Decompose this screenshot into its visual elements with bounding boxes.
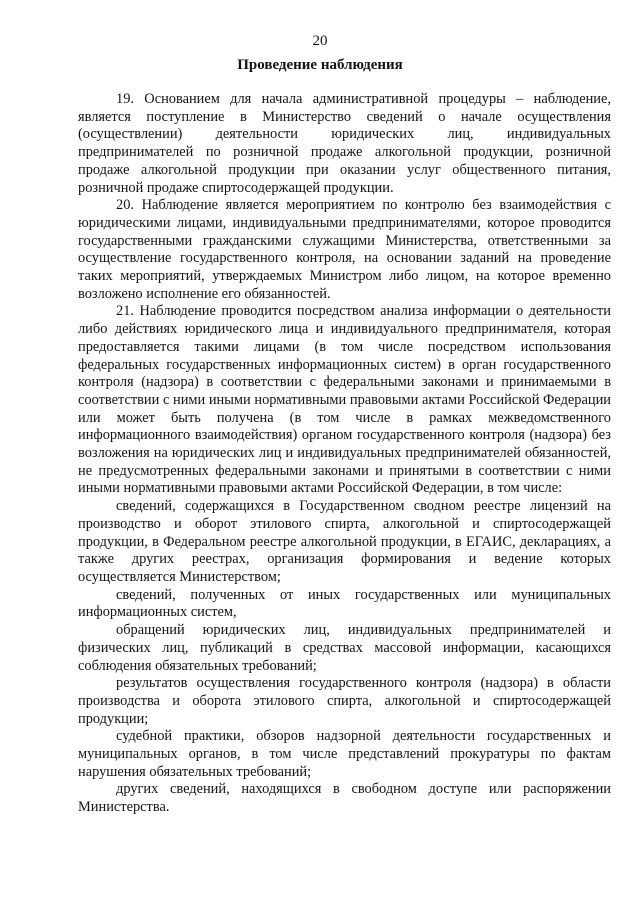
list-item-other-information: других сведений, находящихся в свободном доступе или распоряжении Министерства.	[78, 781, 611, 816]
paragraph-20: 20. Наблюдение является мероприятием по контролю без взаимодействия с юридическими лицами, индивидуальными предпринимателями, которое проводится государственными гражданскими служащими Министерства, ответственными за осуществление государственного контроля, на основании заданий на проведение таких мероприятий, утверждаемых Министром либо лицом, на которое временно возложено исполнение его обязанностей.	[78, 197, 611, 302]
list-item-appeals: обращений юридических лиц, индивидуальных предпринимателей и физических лиц, публикаций в средствах массовой информации, касающихся соблюдения обязательных требований;	[78, 622, 611, 674]
page-number: 20	[312, 33, 328, 49]
list-item-information-systems: сведений, полученных от иных государственных или муниципальных информационных систем,	[78, 586, 611, 621]
list-item-registry-data: сведений, содержащихся в Государственном сводном реестре лицензий на производство и оборот этилового спирта, алкогольной и спиртосодержащей продукции, в Федеральном реестре алкогольной продукции, в ЕГАИС, декларациях, а также других реестрах, организация формирования и ведение которых осуществляется Министерством;	[78, 498, 611, 585]
list-item-control-results: результатов осуществления государственного контроля (надзора) в области производства и оборота этилового спирта, алкогольной и спиртосодержащей продукции;	[78, 675, 611, 727]
paragraph-21: 21. Наблюдение проводится посредством анализа информации о деятельности либо действиях юридического лица и индивидуального предпринимателя, которая предоставляется такими лицами (в том числе посредством использования федеральных государственных информационных систем) в орган государственного контроля (надзора) в соответствии с федеральными законами и принимаемыми в соответствии с ними иными нормативными правовыми актами Российской Федерации или может быть получена (в том числе в рамках межведомственного информационного взаимодействия) органом государственного контроля (надзора) без возложения на юридических лиц и индивидуальных предпринимателей обязанностей, не предусмотренных федеральными законами и принятыми в соответствии с ними иными нормативными правовыми актами Российской Федерации, в том числе:	[78, 303, 611, 497]
list-item-judicial-practice: судебной практики, обзоров надзорной деятельности государственных и муниципальных органов, в том числе представлений прокуратуры по фактам нарушения обязательных требований;	[78, 728, 611, 780]
document-body	[78, 91, 611, 817]
paragraph-19: 19. Основанием для начала административной процедуры – наблюдение, является поступление в Министерство сведений о начале осуществления (осуществлении) деятельности юридических лиц, индивидуальных предпринимателей по розничной продаже алкогольной продукции, розничной продаже алкогольной продукции при оказании услуг общественного питания, розничной продаже спиртосодержащей продукции.	[78, 91, 611, 196]
section-title: Проведение наблюдения	[237, 57, 403, 73]
